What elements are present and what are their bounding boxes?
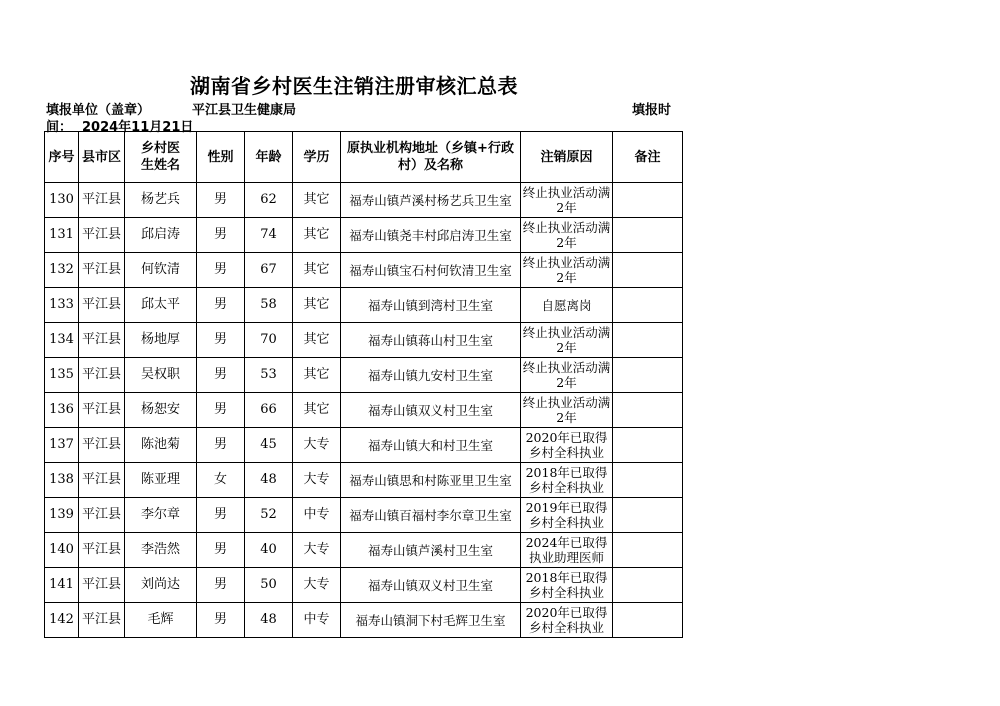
row-no-cell: 138: [45, 463, 79, 498]
age-cell: 40: [245, 533, 293, 568]
education-cell: 其它: [293, 253, 341, 288]
address-cell: 福寿山镇洞下村毛辉卫生室: [341, 603, 521, 638]
doctor-name-cell: 毛辉: [125, 603, 197, 638]
age-cell: 45: [245, 428, 293, 463]
address-cell: 福寿山镇蒋山村卫生室: [341, 323, 521, 358]
col-header-gender: 性别: [197, 132, 245, 183]
county-cell: 平江县: [79, 218, 125, 253]
doctor-name-cell: 陈亚理: [125, 463, 197, 498]
doctor-name-cell: 陈池菊: [125, 428, 197, 463]
doctor-name-cell: 邱太平: [125, 288, 197, 323]
table-row: [45, 498, 683, 533]
education-cell: 中专: [293, 498, 341, 533]
note-cell: [613, 533, 683, 568]
table-row: [45, 533, 683, 568]
reason-cell: 自愿离岗: [521, 288, 613, 323]
table-row: [45, 463, 683, 498]
row-no-cell: 142: [45, 603, 79, 638]
age-cell: 66: [245, 393, 293, 428]
county-cell: 平江县: [79, 463, 125, 498]
education-cell: 其它: [293, 288, 341, 323]
col-header-no: 序号: [45, 132, 79, 183]
age-cell: 70: [245, 323, 293, 358]
address-cell: 福寿山镇双义村卫生室: [341, 393, 521, 428]
reason-cell: 终止执业活动满2年: [521, 393, 613, 428]
county-cell: 平江县: [79, 358, 125, 393]
note-cell: [613, 218, 683, 253]
county-cell: 平江县: [79, 253, 125, 288]
education-cell: 其它: [293, 358, 341, 393]
county-cell: 平江县: [79, 603, 125, 638]
address-cell: 福寿山镇百福村李尔章卫生室: [341, 498, 521, 533]
table-row: [45, 393, 683, 428]
doctor-name-cell: 杨恕安: [125, 393, 197, 428]
note-cell: [613, 428, 683, 463]
col-header-reason: 注销原因: [521, 132, 613, 183]
doctor-name-cell: 杨艺兵: [125, 183, 197, 218]
table-row: [45, 183, 683, 218]
col-header-note: 备注: [613, 132, 683, 183]
table-row: [45, 428, 683, 463]
gender-cell: 女: [197, 463, 245, 498]
note-cell: [613, 393, 683, 428]
reason-cell: 2018年已取得乡村全科执业: [521, 463, 613, 498]
reason-cell: 2020年已取得乡村全科执业: [521, 603, 613, 638]
row-no-cell: 137: [45, 428, 79, 463]
doctor-name-cell: 何钦清: [125, 253, 197, 288]
table-row: [45, 253, 683, 288]
row-no-cell: 132: [45, 253, 79, 288]
address-cell: 福寿山镇到湾村卫生室: [341, 288, 521, 323]
age-cell: 58: [245, 288, 293, 323]
gender-cell: 男: [197, 218, 245, 253]
reason-cell: 终止执业活动满2年: [521, 358, 613, 393]
address-cell: 福寿山镇思和村陈亚里卫生室: [341, 463, 521, 498]
note-cell: [613, 498, 683, 533]
note-cell: [613, 358, 683, 393]
age-cell: 52: [245, 498, 293, 533]
county-cell: 平江县: [79, 323, 125, 358]
age-cell: 50: [245, 568, 293, 603]
row-no-cell: 139: [45, 498, 79, 533]
county-cell: 平江县: [79, 393, 125, 428]
gender-cell: 男: [197, 393, 245, 428]
age-cell: 67: [245, 253, 293, 288]
address-cell: 福寿山镇宝石村何钦清卫生室: [341, 253, 521, 288]
row-no-cell: 140: [45, 533, 79, 568]
note-cell: [613, 463, 683, 498]
table-row: [45, 568, 683, 603]
col-header-age: 年龄: [245, 132, 293, 183]
gender-cell: 男: [197, 533, 245, 568]
date-label-start: 填报时: [632, 103, 672, 118]
gender-cell: 男: [197, 288, 245, 323]
reason-cell: 2024年已取得执业助理医师: [521, 533, 613, 568]
row-no-cell: 136: [45, 393, 79, 428]
education-cell: 大专: [293, 463, 341, 498]
education-cell: 其它: [293, 183, 341, 218]
table-row: [45, 218, 683, 253]
gender-cell: 男: [197, 603, 245, 638]
gender-cell: 男: [197, 183, 245, 218]
gender-cell: 男: [197, 323, 245, 358]
doctor-name-cell: 李浩然: [125, 533, 197, 568]
age-cell: 74: [245, 218, 293, 253]
col-header-doctor-name: 乡村医生姓名: [125, 132, 197, 183]
note-cell: [613, 323, 683, 358]
address-cell: 福寿山镇双义村卫生室: [341, 568, 521, 603]
address-cell: 福寿山镇大和村卫生室: [341, 428, 521, 463]
doctor-name-cell: 杨地厚: [125, 323, 197, 358]
col-header-county: 县市区: [79, 132, 125, 183]
address-cell: 福寿山镇九安村卫生室: [341, 358, 521, 393]
row-no-cell: 131: [45, 218, 79, 253]
reason-cell: 终止执业活动满2年: [521, 183, 613, 218]
unit-label: 填报单位（盖章）: [46, 103, 151, 118]
address-cell: 福寿山镇芦溪村卫生室: [341, 533, 521, 568]
age-cell: 48: [245, 463, 293, 498]
reason-cell: 2019年已取得乡村全科执业: [521, 498, 613, 533]
row-no-cell: 134: [45, 323, 79, 358]
doctor-name-cell: 刘尚达: [125, 568, 197, 603]
county-cell: 平江县: [79, 533, 125, 568]
page-title: 湖南省乡村医生注销注册审核汇总表: [190, 74, 518, 98]
date-value: 2024年11月21日: [82, 120, 194, 135]
row-no-cell: 130: [45, 183, 79, 218]
education-cell: 大专: [293, 533, 341, 568]
education-cell: 大专: [293, 428, 341, 463]
county-cell: 平江县: [79, 428, 125, 463]
education-cell: 大专: [293, 568, 341, 603]
doctor-name-cell: 李尔章: [125, 498, 197, 533]
reason-cell: 终止执业活动满2年: [521, 253, 613, 288]
table-row: [45, 323, 683, 358]
education-cell: 中专: [293, 603, 341, 638]
age-cell: 53: [245, 358, 293, 393]
doctor-name-cell: 吴权职: [125, 358, 197, 393]
row-no-cell: 133: [45, 288, 79, 323]
county-cell: 平江县: [79, 498, 125, 533]
col-header-address: 原执业机构地址（乡镇+行政村）及名称: [341, 132, 521, 183]
gender-cell: 男: [197, 428, 245, 463]
education-cell: 其它: [293, 323, 341, 358]
unit-name: 平江县卫生健康局: [192, 103, 297, 118]
county-cell: 平江县: [79, 568, 125, 603]
table-row: [45, 288, 683, 323]
county-cell: 平江县: [79, 183, 125, 218]
col-header-education: 学历: [293, 132, 341, 183]
note-cell: [613, 603, 683, 638]
address-cell: 福寿山镇尧丰村邱启涛卫生室: [341, 218, 521, 253]
gender-cell: 男: [197, 253, 245, 288]
note-cell: [613, 568, 683, 603]
table-row: [45, 603, 683, 638]
reason-cell: 2020年已取得乡村全科执业: [521, 428, 613, 463]
education-cell: 其它: [293, 393, 341, 428]
date-label-end: 间：: [46, 120, 73, 135]
reason-cell: 终止执业活动满2年: [521, 323, 613, 358]
note-cell: [613, 288, 683, 323]
table-header-row: [45, 132, 683, 183]
reason-cell: 终止执业活动满2年: [521, 218, 613, 253]
table-row: [45, 358, 683, 393]
gender-cell: 男: [197, 498, 245, 533]
row-no-cell: 141: [45, 568, 79, 603]
address-cell: 福寿山镇芦溪村杨艺兵卫生室: [341, 183, 521, 218]
reason-cell: 2018年已取得乡村全科执业: [521, 568, 613, 603]
note-cell: [613, 183, 683, 218]
gender-cell: 男: [197, 568, 245, 603]
age-cell: 48: [245, 603, 293, 638]
doctor-name-cell: 邱启涛: [125, 218, 197, 253]
note-cell: [613, 253, 683, 288]
age-cell: 62: [245, 183, 293, 218]
gender-cell: 男: [197, 358, 245, 393]
summary-table: [44, 131, 683, 638]
county-cell: 平江县: [79, 288, 125, 323]
education-cell: 其它: [293, 218, 341, 253]
row-no-cell: 135: [45, 358, 79, 393]
